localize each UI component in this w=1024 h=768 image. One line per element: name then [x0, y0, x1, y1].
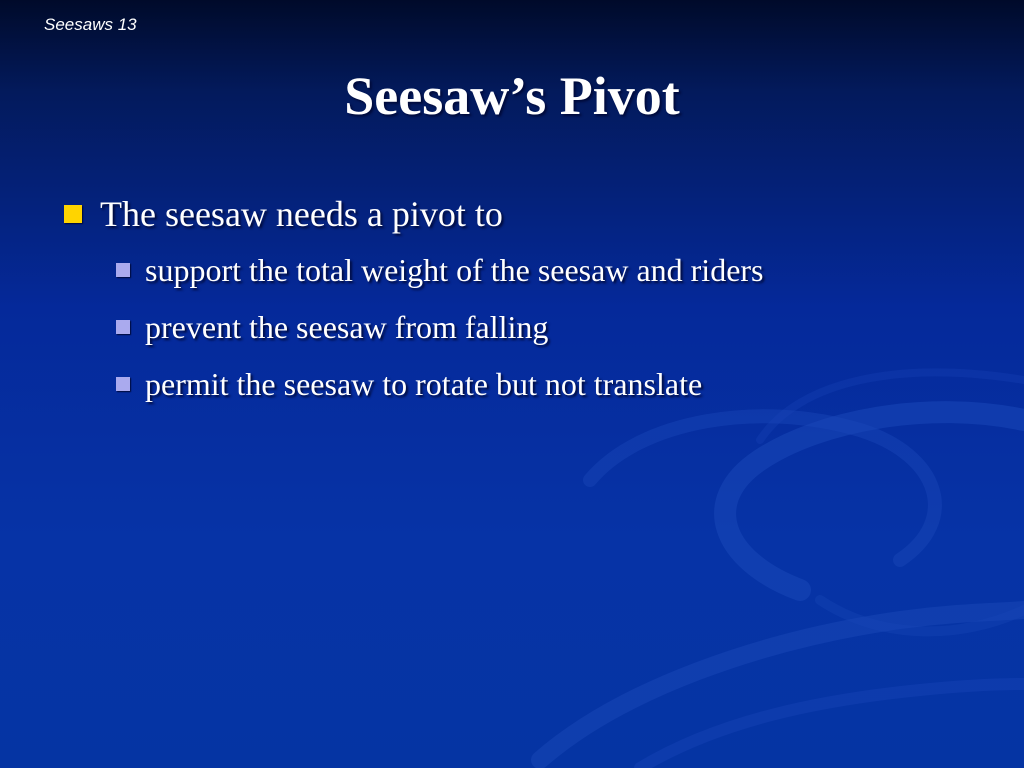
- bullet-row: [60, 192, 1000, 236]
- subbullet-item: [116, 364, 1000, 404]
- subbullet-text: permit the seesaw to rotate but not translate: [145, 366, 703, 402]
- square-subbullet-icon: [116, 377, 130, 391]
- subbullet-item: [116, 250, 1000, 290]
- square-subbullet-icon: [116, 263, 130, 277]
- square-bullet-icon: [64, 205, 82, 223]
- bullet-list: [60, 192, 1000, 421]
- slide-title: Seesaw’s Pivot: [344, 66, 680, 126]
- subbullet-text: support the total weight of the seesaw and riders: [145, 252, 764, 288]
- subbullet-text: prevent the seesaw from falling: [145, 309, 549, 345]
- bullet-item: [60, 192, 1000, 404]
- square-subbullet-icon: [116, 320, 130, 334]
- subbullet-list: [116, 250, 1000, 404]
- bullet-text: The seesaw needs a pivot to: [100, 194, 503, 234]
- subbullet-item: [116, 307, 1000, 347]
- slide-header-tag: Seesaws 13: [44, 15, 137, 34]
